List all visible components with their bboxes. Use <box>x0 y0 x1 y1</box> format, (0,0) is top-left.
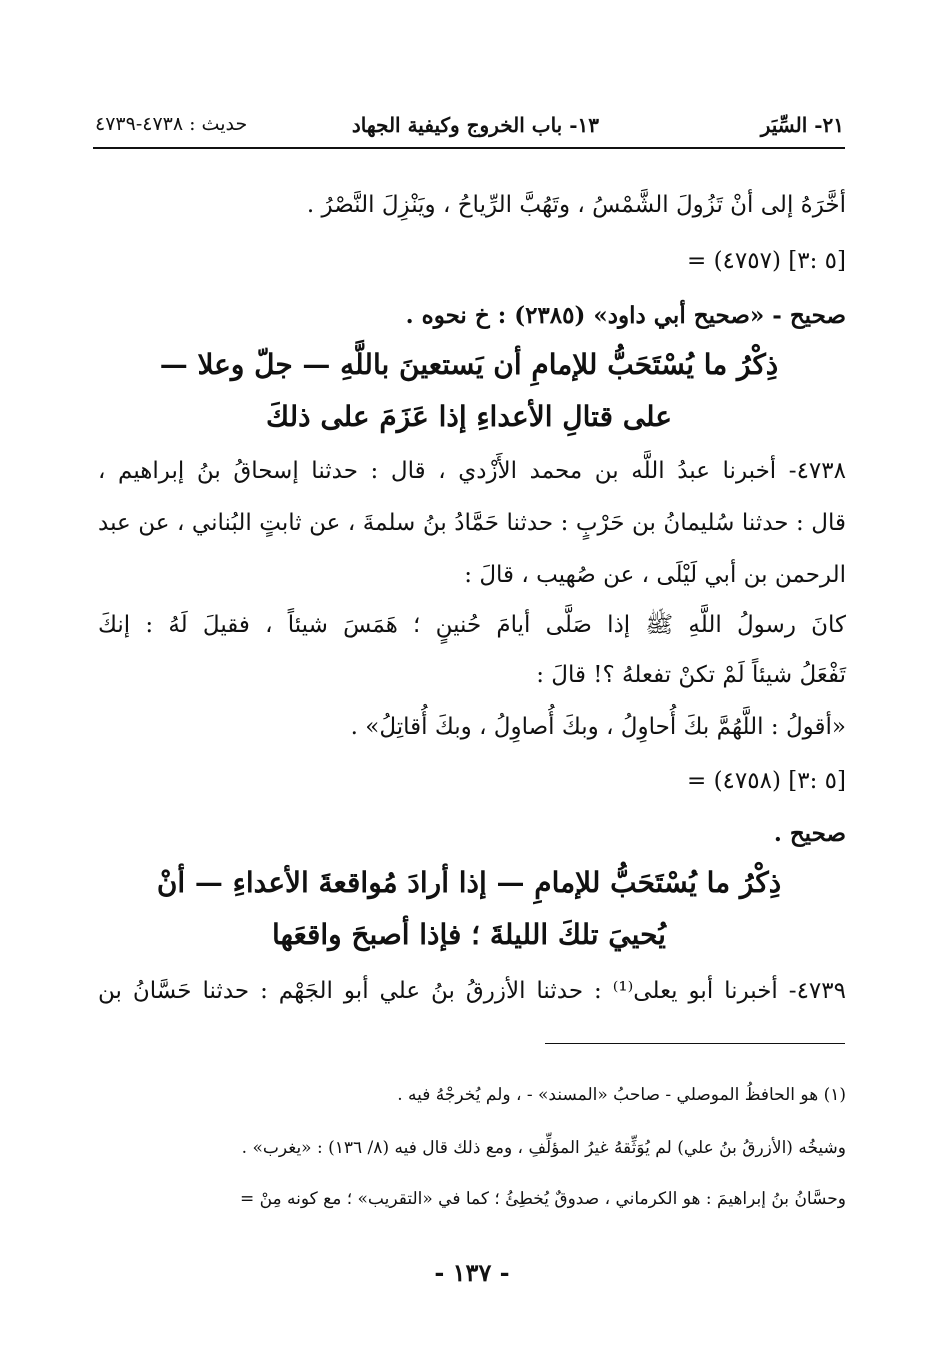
hadith-4738-matn-line-1: كانَ رسولُ اللَّهِ ﷺ إذا صَلَّى أيامَ حُنينٍ ؛ هَمَسَ شيئاً ، فقيلَ لَهُ : إنكَ <box>98 612 846 638</box>
grading-line-1: صحيح - «صحيح أبي داود» (٢٣٨٥) : خ نحوه . <box>405 302 846 329</box>
cross-reference-4757: = (٤٧٥٧) [٥ :٣] <box>686 248 846 274</box>
section-heading-2-line-2: يُحييَ تلكَ الليلةَ ؛ فإذا أصبحَ واقعَها <box>272 918 666 951</box>
header-book-title: ٢١- السِّيَر <box>760 113 844 137</box>
section-heading-1-line-1: ذِكْرُ ما يُسْتَحَبُّ للإمامِ أن يَستعينَ باللَّهِ — جلّ وعلا — <box>159 348 779 381</box>
header-hadith-range: حديث : ٤٧٣٨-٤٧٣٩ <box>95 113 248 135</box>
section-heading-1-line-2: على قتالِ الأعداءِ إذا عَزَمَ على ذلكَ <box>265 400 673 433</box>
text-line-1: أخَّرَهُ إلى أنْ تَزُولَ الشَّمْسُ ، وتَهُبَّ الرِّياحُ ، ويَنْزِلَ النَّصْرُ . <box>306 192 846 218</box>
hadith-4738-isnad-line-2: قال : حدثنا سُليمانُ بن حَرْبٍ : حدثنا حَمَّادُ بنُ سلمةَ ، عن ثابتٍ البُناني ، عن عبد <box>98 510 846 536</box>
hadith-4738-isnad-line-1: ٤٧٣٨- أخبرنا عبدُ اللَّه بن محمد الأَزْدي ، قال : حدثنا إسحاقُ بنُ إبراهيم ، <box>98 458 846 484</box>
footnote-1-continuation-1: وشيخُه (الأزرقُ بنُ علي) لم يُوَثِّقهُ غيرُ المؤلِّفِ ، ومع ذلك قال فيه (٨/ ١٣٦) : «يغرب» . <box>241 1138 846 1158</box>
cross-reference-4758: = (٤٧٥٨) [٥ :٣] <box>686 768 846 794</box>
page-number: - ١٣٧ - <box>434 1258 510 1287</box>
header-rule <box>93 147 845 149</box>
section-heading-2-line-1: ذِكْرُ ما يُسْتَحَبُّ للإمامِ — إذا أرادَ مُواقعةَ الأعداءِ — أنْ <box>156 866 782 899</box>
footnote-separator <box>545 1043 845 1044</box>
grading-line-2: صحيح . <box>773 820 846 847</box>
hadith-4739-isnad-line-1: ٤٧٣٩- أخبرنا أبو يعلى⁽¹⁾ : حدثنا الأزرقُ بنُ علي أبو الجَهْم : حدثنا حَسَّانُ بن <box>98 978 846 1004</box>
footnote-1-continuation-2: وحسَّانُ بنُ إبراهيمَ : هو الكرماني ، صدوقٌ يُخطِئُ ؛ كما في «التقريب» ؛ مع كونه مِنْ = <box>239 1189 846 1209</box>
header-chapter-title: ١٣- باب الخروج وكيفية الجهاد <box>351 113 599 137</box>
hadith-4738-matn-line-3: «أقولُ : اللَّهُمَّ بكَ أُحاوِلُ ، وبكَ أُصاوِلُ ، وبكَ أُقاتِلُ» . <box>350 714 846 740</box>
hadith-4738-isnad-line-3: الرحمن بن أبي لَيْلَى ، عن صُهيب ، قالَ : <box>464 562 846 588</box>
hadith-4738-matn-line-2: تَفْعَلُ شيئاً لَمْ تكنْ تفعلهُ ؟! قالَ : <box>536 662 846 688</box>
footnote-1: (١) هو الحافظُ الموصلي - صاحبُ «المسند» - ، ولم يُخرجْهُ فيه . <box>397 1085 846 1105</box>
